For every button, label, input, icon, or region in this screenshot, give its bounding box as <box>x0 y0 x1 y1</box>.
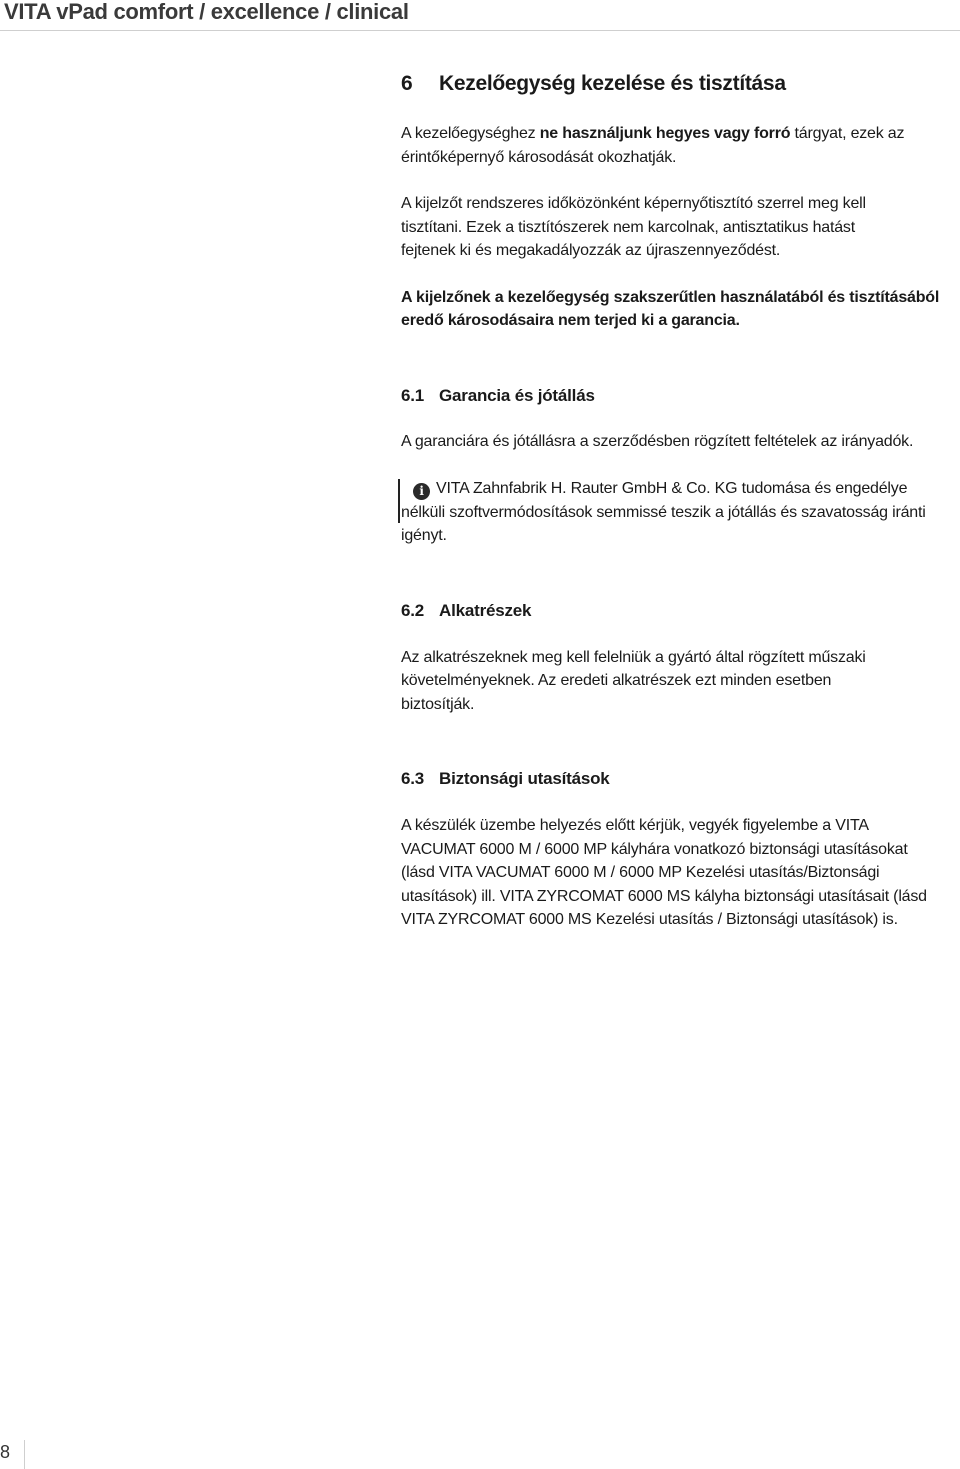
section-6-3-paragraph-1: A készülék üzembe helyezés előtt kérjük, vegyék figyelembe a VITA VACUMAT 6000 M / 6000 MP kályhára vonatkozó biztonsági utasításokat (lásd VITA VACUMAT 6000 M / 6000 MP Kezelési utasítás/Biztonsági utasítások) ill. VITA ZYRCOMAT 6000 MS kályha biztonsági utasításait (lásd VITA ZYRCOMAT 6000 MS Kezelési utasítás / Biztonsági utasítások) is. <box>401 817 927 928</box>
page-content <box>401 66 946 932</box>
section-6-3-number: 6.3 <box>401 769 425 788</box>
section-6-2-heading <box>401 598 946 624</box>
info-note-text <box>401 477 946 548</box>
section-6-p1-post: tárgyat, ezek az érintőképernyő károsodását okozhatják. <box>401 125 905 166</box>
section-6-p1-pre: A kezelőegységhez <box>401 125 540 142</box>
section-6-1-heading <box>401 383 946 409</box>
section-6-paragraph-2: A kijelzőt rendszeres időközönként képernyőtisztító szerrel meg kell tisztítani. Ezek a tisztítószerek nem karcolnak, antisztatikus hatást fejtenek ki és megakadályozzák az újraszennyeződést. <box>401 195 866 259</box>
section-6-warning: A kijelzőnek a kezelőegység szakszerűtlen használatából és tisztításából eredő károsodásaira nem terjed ki a garancia. <box>401 288 940 329</box>
section-6-2-paragraph-1: Az alkatrészeknek meg kell felelniük a gyártó által rögzített műszaki követelményeknek. Az eredeti alkatrészek ezt minden esetben biztosítják. <box>401 648 866 713</box>
note-bar <box>398 479 400 523</box>
section-6-number: 6 <box>401 72 413 95</box>
info-note <box>401 477 946 548</box>
page-number: 8 <box>0 1442 11 1462</box>
section-6-heading <box>401 66 946 102</box>
info-note-body: VITA Zahnfabrik H. Rauter GmbH & Co. KG tudomása és engedélye nélküli szoftvermódosítások semmissé teszik a jótállás és szavatosság iránti igényt. <box>401 480 926 544</box>
section-6-paragraph-1 <box>401 122 946 169</box>
section-6-3-heading <box>401 766 946 792</box>
section-6-2-number: 6.2 <box>401 600 425 620</box>
section-6-1-title: Garancia és jótállás <box>439 385 595 405</box>
section-6-3-title: Biztonsági utasítások <box>439 769 610 788</box>
info-icon: i <box>413 483 430 500</box>
section-6-2-title: Alkatrészek <box>439 600 532 620</box>
header-title: VITA vPad comfort / excellence / clinical <box>4 0 409 24</box>
section-6-title: Kezelőegység kezelése és tisztítása <box>439 72 786 95</box>
page-header <box>0 0 960 31</box>
section-6-1-paragraph-1: A garanciára és jótállásra a szerződésben rögzített feltételek az irányadók. <box>401 432 914 450</box>
section-6-1-number: 6.1 <box>401 385 425 405</box>
footer-divider <box>24 1440 25 1469</box>
section-6-p1-bold: ne használjunk hegyes vagy forró <box>539 125 791 142</box>
